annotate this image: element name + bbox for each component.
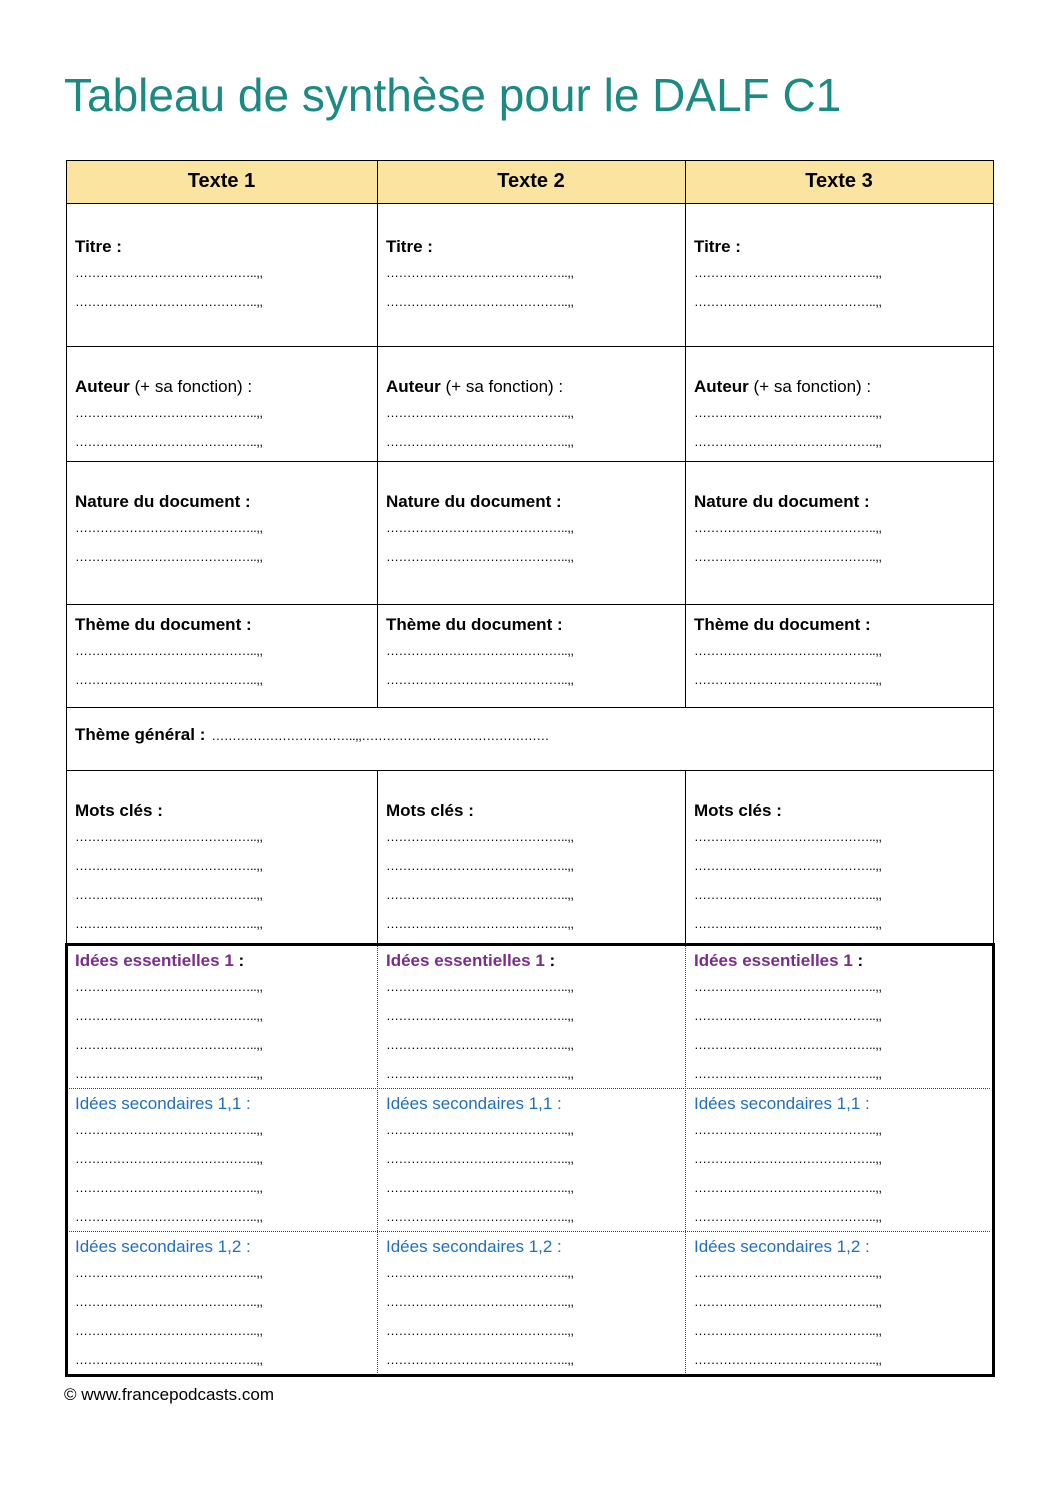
dotted-line: ……………………………………..,, — [386, 643, 574, 658]
label-text: Idées secondaires 1,1 : — [694, 1094, 870, 1113]
dotted-line: ……………………………………..,, — [386, 549, 574, 564]
dotted-line: ……………………………………..,, — [694, 265, 882, 280]
dotted-line: ……………………………………..,, — [386, 1066, 574, 1081]
label-rest: (+ sa fonction) : — [748, 377, 872, 396]
label-rest: (+ sa fonction) : — [440, 377, 564, 396]
label-text: Idées essentielles 1 — [386, 951, 545, 970]
dotted-line: ……………………………………..,, — [75, 643, 263, 658]
label-text: Idées secondaires 1,1 : — [75, 1094, 251, 1113]
label-text: Thème du document : — [694, 615, 871, 634]
label-colon: : — [544, 951, 556, 970]
dotted-line: ……………………………………..,, — [75, 265, 263, 280]
form-cell[interactable] — [66, 461, 377, 604]
dotted-line: ……………………………………..,, — [386, 1008, 574, 1023]
theme-general-cell[interactable] — [66, 707, 993, 770]
dotted-line: ……………………………………..,, — [75, 1294, 263, 1309]
form-cell[interactable] — [685, 203, 993, 346]
dotted-line: ……………………………………..,, — [694, 1008, 882, 1023]
field-label — [694, 800, 984, 822]
label-text: Nature du document : — [694, 492, 870, 511]
field-label — [75, 491, 368, 513]
dotted-line: ……………………………………..,, — [386, 1294, 574, 1309]
dotted-line: ……………………………………..,, — [694, 294, 882, 309]
dotted-line: ……………………………………..,, — [75, 434, 263, 449]
label-text: Idées secondaires 1,1 : — [386, 1094, 562, 1113]
label-text: Idées essentielles 1 — [75, 951, 234, 970]
label-text: Titre : — [694, 237, 741, 256]
dotted-line: ……………………………………..,, — [694, 829, 882, 844]
label-colon: : — [233, 951, 245, 970]
row-divider — [66, 203, 994, 204]
dotted-line: ……………………………………..,, — [75, 1008, 263, 1023]
dotted-line: ……………………………………..,, — [386, 1209, 574, 1224]
column-divider — [66, 160, 67, 945]
dotted-line: ……………………………………..,, — [694, 1294, 882, 1309]
label-text: Idées secondaires 1,2 : — [694, 1237, 870, 1256]
dotted-line: ……………………………………..,, — [386, 265, 574, 280]
dotted-line: ……………………………………..,, — [75, 1122, 263, 1137]
dotted-line: ……………………………………..,, — [386, 405, 574, 420]
column-divider — [377, 770, 378, 945]
label-text: Mots clés : — [75, 801, 163, 820]
dotted-line: ……………………………………..,, — [75, 1180, 263, 1195]
label-colon: : — [852, 951, 864, 970]
dotted-line: ……………………………………..,, — [694, 672, 882, 687]
dotted-line: ……………………………………..,, — [75, 1151, 263, 1166]
column-divider — [685, 770, 686, 945]
label-bold: Auteur — [694, 377, 749, 396]
field-label — [386, 376, 676, 398]
dotted-line: ……………………………………..,, — [386, 858, 574, 873]
form-cell[interactable] — [66, 604, 377, 707]
column-divider — [377, 160, 378, 707]
dotted-line: ……………………………………..,, — [75, 520, 263, 535]
dotted-line: ……………………………………..,, — [75, 405, 263, 420]
row-divider — [66, 461, 994, 462]
dotted-line: ……………………………………..,, — [75, 1066, 263, 1081]
dotted-line: ……………………………………..,, — [75, 1037, 263, 1052]
dotted-line: ……………………………………..,, — [75, 829, 263, 844]
dotted-line: ……………………………………..,, — [694, 858, 882, 873]
dotted-line: ……………………………………..,, — [694, 643, 882, 658]
dotted-line: ……………………………………..,, — [386, 520, 574, 535]
dotted-line: ……………………………………..,, — [694, 887, 882, 902]
dotted-line: ……………………………………..,, — [694, 1323, 882, 1338]
dotted-line: ……………………………………..,, — [694, 1265, 882, 1280]
form-cell[interactable] — [377, 461, 685, 604]
theme-general-label: Thème général : — [75, 725, 206, 744]
label-text: Thème du document : — [386, 615, 563, 634]
label-bold: Auteur — [386, 377, 441, 396]
label-text: Mots clés : — [386, 801, 474, 820]
dotted-line: ……………………………………..,, — [386, 1037, 574, 1052]
dotted-line: ……………………………………..,, — [386, 1122, 574, 1137]
dotted-line: ……………………………………..,, — [75, 294, 263, 309]
field-label — [386, 236, 676, 258]
dotted-line: ……………………………………..,, — [694, 1352, 882, 1367]
label-text: Thème du document : — [75, 615, 252, 634]
form-cell[interactable] — [685, 604, 993, 707]
dotted-line: ……………………………………..,, — [75, 1265, 263, 1280]
dotted-line: ……………………………………..,, — [75, 916, 263, 931]
form-cell[interactable] — [66, 346, 377, 461]
form-cell[interactable] — [66, 203, 377, 346]
dotted-line: ……………………………………..,, — [75, 1209, 263, 1224]
form-cell[interactable] — [377, 604, 685, 707]
dotted-line: ……………………………………..,, — [694, 405, 882, 420]
dotted-line: ……………………………………..,, — [386, 1151, 574, 1166]
page-title: Tableau de synthèse pour le DALF C1 — [64, 69, 842, 121]
label-text: Idées secondaires 1,2 : — [75, 1237, 251, 1256]
dotted-line: ……………………………………..,, — [75, 672, 263, 687]
row-divider — [66, 346, 994, 347]
row-divider — [66, 770, 994, 771]
row-divider — [66, 707, 994, 708]
dotted-line: ……………………………………..,, — [386, 1352, 574, 1367]
row-divider — [66, 160, 994, 161]
dotted-line: ……………………………………..,, — [694, 1122, 882, 1137]
dotted-line: ……………………………………..,, — [694, 1037, 882, 1052]
dotted-line: ……………………………………..,, — [75, 858, 263, 873]
dotted-line: ……………………………………..,, — [386, 1323, 574, 1338]
field-label — [386, 800, 676, 822]
label-text: Idées secondaires 1,2 : — [386, 1237, 562, 1256]
synthesis-table — [66, 160, 993, 1375]
dotted-line: ……………………………………..,, — [694, 979, 882, 994]
field-label — [75, 236, 368, 258]
form-cell[interactable] — [377, 770, 685, 945]
dotted-line: ……………………………………..,, — [75, 549, 263, 564]
key-ideas-frame — [65, 943, 995, 1377]
dotted-line: ……………………………………..,, — [386, 294, 574, 309]
dotted-line: ……………………………………..,, — [694, 1180, 882, 1195]
label-bold: Auteur — [75, 377, 130, 396]
dotted-line: ……………………………………..,, — [75, 1323, 263, 1338]
dotted-line: ……………………………………..,, — [386, 1180, 574, 1195]
label-text: Titre : — [386, 237, 433, 256]
dotted-line: ……………………………………..,, — [694, 916, 882, 931]
form-cell[interactable] — [685, 461, 993, 604]
dotted-line: ……………………………………..,, — [75, 887, 263, 902]
field-label — [75, 614, 368, 636]
dotted-line: ……………………………………..,, — [386, 434, 574, 449]
field-label — [694, 614, 984, 636]
label-text: Nature du document : — [386, 492, 562, 511]
field-label — [75, 376, 368, 398]
column-divider — [993, 160, 994, 945]
column-header: Texte 1 — [66, 160, 377, 203]
label-text: Mots clés : — [694, 801, 782, 820]
dotted-line: ……………………………………..,, — [386, 916, 574, 931]
label-rest: (+ sa fonction) : — [129, 377, 253, 396]
label-text: Titre : — [75, 237, 122, 256]
dotted-line: ……………………………………..,, — [694, 549, 882, 564]
dotted-line: ……………………………………..,, — [75, 979, 263, 994]
field-label — [694, 376, 984, 398]
column-divider — [685, 160, 686, 707]
dotted-line: ……………………………………..,, — [386, 1265, 574, 1280]
form-cell[interactable] — [66, 770, 377, 945]
dotted-line: ……………………………………..,, — [694, 1151, 882, 1166]
form-cell[interactable] — [377, 203, 685, 346]
theme-general-dots: ……………………………..,,……………………………………… — [211, 728, 549, 743]
dotted-line: ……………………………………..,, — [386, 672, 574, 687]
column-header: Texte 2 — [377, 160, 685, 203]
field-label — [386, 491, 676, 513]
dotted-line: ……………………………………..,, — [694, 520, 882, 535]
field-label — [386, 614, 676, 636]
field-label — [694, 491, 984, 513]
footer-copyright: © www.francepodcasts.com — [64, 1385, 274, 1404]
column-header: Texte 3 — [685, 160, 993, 203]
row-divider — [66, 604, 994, 605]
dotted-line: ……………………………………..,, — [694, 1209, 882, 1224]
field-label — [75, 800, 368, 822]
dotted-line: ……………………………………..,, — [75, 1352, 263, 1367]
label-text: Idées essentielles 1 — [694, 951, 853, 970]
dotted-line: ……………………………………..,, — [386, 829, 574, 844]
form-cell[interactable] — [685, 346, 993, 461]
form-cell[interactable] — [685, 770, 993, 945]
dotted-line: ……………………………………..,, — [694, 434, 882, 449]
dotted-line: ……………………………………..,, — [386, 887, 574, 902]
field-label — [694, 236, 984, 258]
dotted-line: ……………………………………..,, — [386, 979, 574, 994]
form-cell[interactable] — [377, 346, 685, 461]
dotted-line: ……………………………………..,, — [694, 1066, 882, 1081]
label-text: Nature du document : — [75, 492, 251, 511]
